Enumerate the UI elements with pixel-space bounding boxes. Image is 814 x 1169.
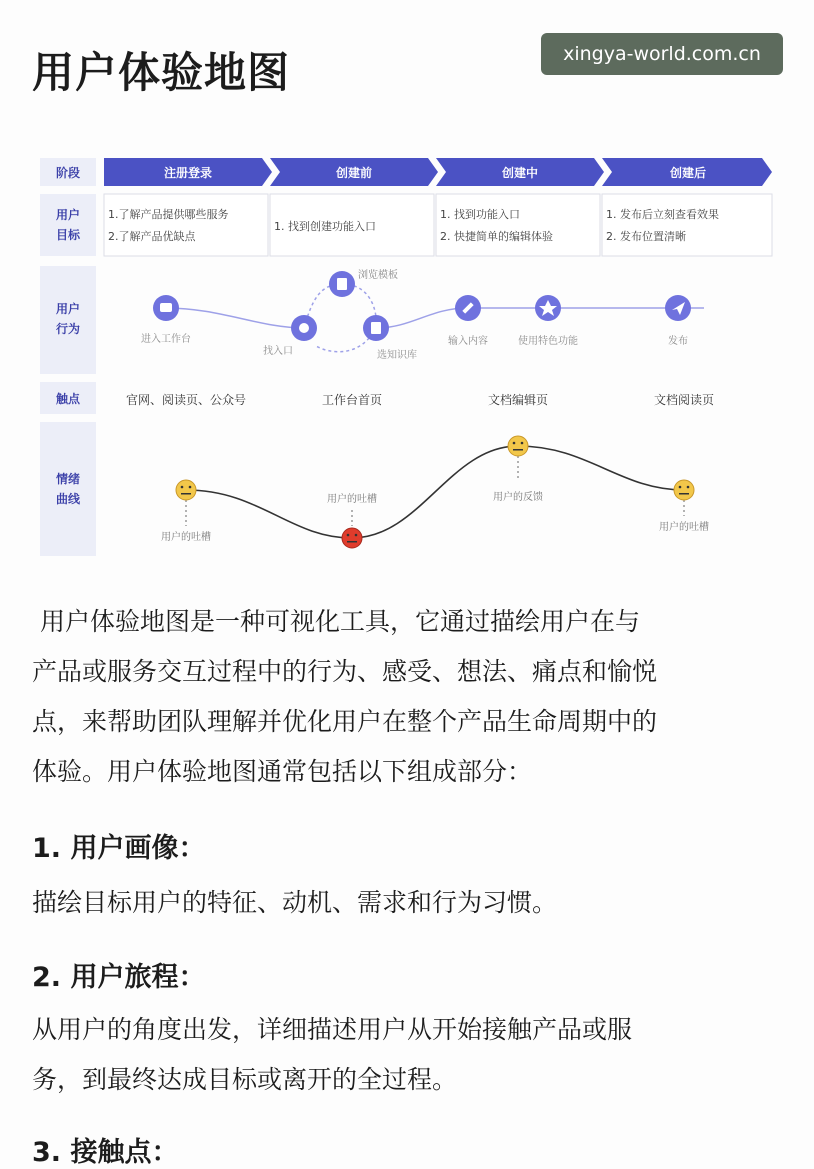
goal-1-line-1: 1.了解产品提供哪些服务 bbox=[108, 208, 229, 221]
book-icon bbox=[371, 322, 381, 334]
action-label-publish: 发布 bbox=[668, 336, 688, 347]
goal-4-line-1: 1. 发布后立刻查看效果 bbox=[606, 208, 719, 221]
angry-face-icon bbox=[342, 528, 362, 548]
stage-label-1: 注册登录 bbox=[163, 166, 213, 180]
section-3-heading: 3. 接触点： bbox=[32, 1137, 179, 1168]
label-bg-goal bbox=[40, 194, 96, 256]
action-label-input: 输入内容 bbox=[448, 336, 488, 347]
intro-line-4: 体验。用户体验地图通常包括以下组成部分： bbox=[32, 757, 533, 786]
section-1-body: 描绘目标用户的特征、动机、需求和行为习惯。 bbox=[32, 888, 558, 917]
neutral-face-icon bbox=[674, 480, 694, 500]
section-2-body-line-2: 务，到最终达成目标或离开的全过程。 bbox=[32, 1065, 458, 1094]
row-label-behavior-2: 行为 bbox=[55, 322, 81, 336]
section-2-heading: 2. 用户旅程： bbox=[32, 962, 206, 993]
flow-line-1 bbox=[166, 308, 304, 328]
row-label-goal-1: 用户 bbox=[55, 208, 81, 222]
stage-label-4: 创建后 bbox=[669, 166, 707, 180]
action-label-browse-template: 浏览模板 bbox=[358, 270, 398, 281]
stage-label-2: 创建前 bbox=[335, 166, 373, 180]
emotion-label-3: 用户的反馈 bbox=[493, 492, 543, 503]
action-label-find-entry: 找入口 bbox=[263, 346, 293, 357]
neutral-face-icon bbox=[176, 480, 196, 500]
watermark-badge: xingya-world.com.cn bbox=[541, 33, 783, 75]
touchpoint-3: 文档编辑页 bbox=[487, 393, 549, 407]
action-label-feature: 使用特色功能 bbox=[518, 336, 578, 347]
row-label-touch: 触点 bbox=[55, 392, 81, 406]
row-label-emotion-1: 情绪 bbox=[55, 472, 81, 486]
row-label-goal-2: 目标 bbox=[55, 228, 81, 242]
goal-box-1 bbox=[104, 194, 268, 256]
section-1-heading: 1. 用户画像： bbox=[32, 833, 206, 864]
action-label-enter: 进入工作台 bbox=[141, 334, 191, 345]
journey-map bbox=[40, 150, 780, 560]
intro-line-1: 用户体验地图是一种可视化工具，它通过描绘用户在与 bbox=[40, 607, 641, 636]
intro-line-3: 点，来帮助团队理解并优化用户在整个产品生命周期中的 bbox=[32, 707, 658, 736]
touchpoint-2: 工作台首页 bbox=[321, 393, 383, 407]
label-bg-behavior bbox=[40, 266, 96, 374]
emotion-label-1: 用户的吐槽 bbox=[161, 532, 211, 543]
goal-1-line-2: 2.了解产品优缺点 bbox=[108, 230, 196, 243]
page-title: 用户体验地图 bbox=[32, 48, 291, 97]
intro-line-2: 产品或服务交互过程中的行为、感受、想法、痛点和愉悦 bbox=[32, 657, 658, 686]
plus-icon bbox=[299, 323, 309, 333]
goal-4-line-2: 2. 发布位置清晰 bbox=[606, 230, 686, 243]
emotion-label-2: 用户的吐槽 bbox=[327, 494, 377, 505]
goal-3-line-1: 1. 找到功能入口 bbox=[440, 208, 520, 221]
label-bg-emotion bbox=[40, 422, 96, 556]
touchpoint-4: 文档阅读页 bbox=[653, 393, 715, 407]
row-label-behavior-1: 用户 bbox=[55, 302, 81, 316]
stage-label-3: 创建中 bbox=[501, 166, 539, 180]
goal-box-3 bbox=[436, 194, 600, 256]
neutral-face-icon bbox=[508, 436, 528, 456]
row-label-stage: 阶段 bbox=[55, 166, 81, 180]
goal-2-line-1: 1. 找到创建功能入口 bbox=[274, 220, 376, 233]
row-label-emotion-2: 曲线 bbox=[55, 492, 81, 506]
chat-icon bbox=[160, 303, 172, 312]
emotion-label-4: 用户的吐槽 bbox=[659, 522, 709, 533]
document-icon bbox=[337, 278, 347, 290]
goal-3-line-2: 2. 快捷简单的编辑体验 bbox=[440, 230, 553, 243]
emotion-curve bbox=[186, 446, 684, 538]
touchpoint-1: 官网、阅读页、公众号 bbox=[125, 393, 247, 407]
action-label-knowledge-base: 选知识库 bbox=[377, 350, 417, 361]
goal-box-4 bbox=[602, 194, 772, 256]
section-2-body-line-1: 从用户的角度出发，详细描述用户从开始接触产品或服 bbox=[32, 1015, 633, 1044]
